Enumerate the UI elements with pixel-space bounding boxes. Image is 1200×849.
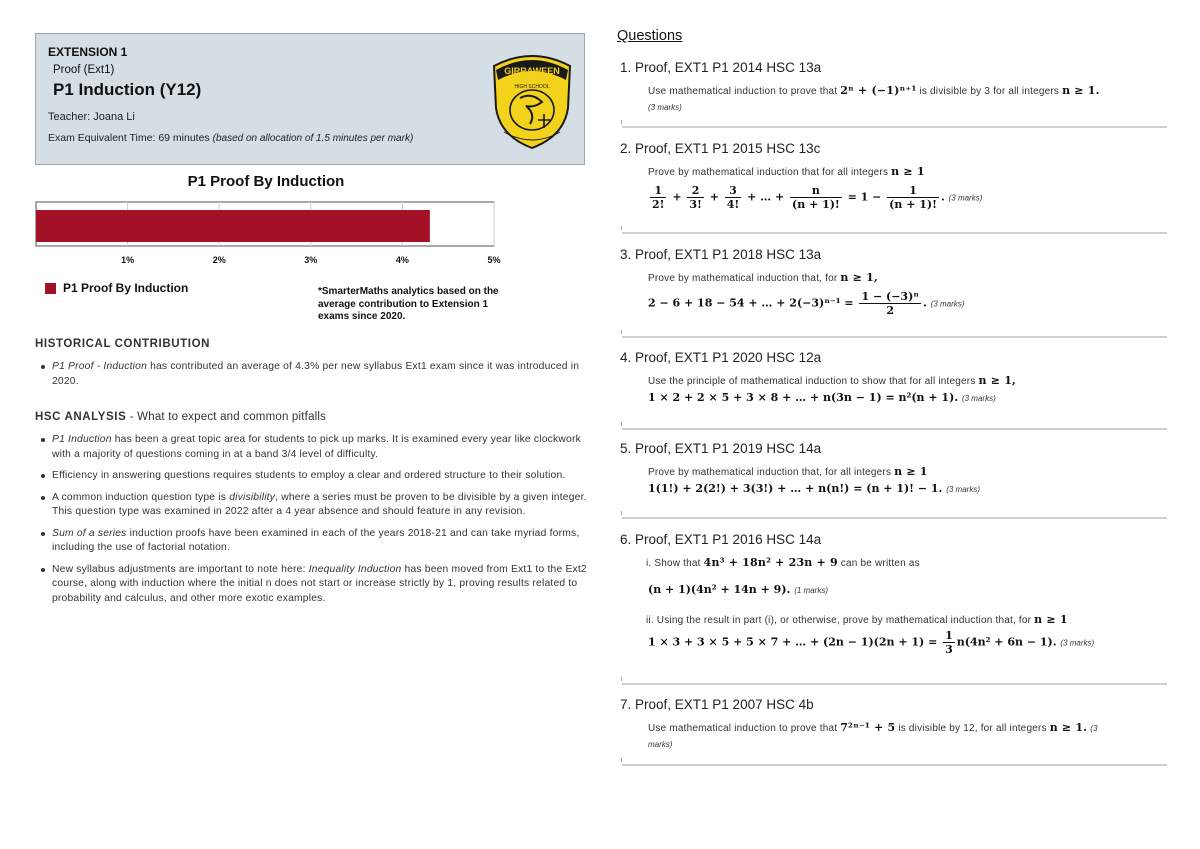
question-2 — [620, 141, 1168, 211]
logo-text: GIRRAWEEN — [504, 66, 560, 76]
x-tick-label: 4% — [395, 255, 409, 265]
question-title[interactable]: 3. Proof, EXT1 P1 2018 HSC 13a — [620, 247, 822, 262]
question-title[interactable]: 4. Proof, EXT1 P1 2020 HSC 12a — [620, 350, 822, 365]
question-title[interactable]: 7. Proof, EXT1 P1 2007 HSC 4b — [620, 697, 814, 712]
questions-heading[interactable]: Questions — [617, 28, 683, 44]
question-formula: 1 × 3 + 3 × 5 + 5 × 7 + … + (2n − 1)(2n + 1) = $\frac{1}{3}$ n(4n² + 6n − 1). (3 marks) — [648, 629, 1095, 656]
question-formula: 1 × 2 + 2 × 5 + 3 × 8 + … + n(3n − 1) = n²(n + 1). (3 marks) — [648, 391, 996, 404]
question-3 — [620, 247, 1168, 317]
question-7 — [620, 697, 1168, 752]
question-6 — [620, 532, 1168, 656]
school-crest-logo — [482, 48, 582, 152]
historical-heading: HISTORICAL CONTRIBUTION — [35, 338, 211, 350]
question-body: Use the principle of mathematical induction to show that for all integers n ≥ 1, — [648, 374, 1017, 387]
question-formula: (n + 1)(4n² + 14n + 9). (1 marks) — [648, 583, 828, 596]
x-tick-label: 5% — [487, 255, 501, 265]
chart-title: P1 Proof By Induction — [187, 173, 345, 190]
course-label: EXTENSION 1 — [48, 45, 128, 59]
analysis-list — [52, 433, 587, 613]
list-item: P1 Induction has been a great topic area for students to pick up marks. It is examined every year like clockwork with a majority of questions coming in at a band 3/4 level of difficulty. — [52, 433, 587, 462]
teacher-line — [48, 111, 135, 123]
question-1 — [620, 60, 1168, 115]
question-formula: $\frac{1}{2!}$ + $\frac{2}{3!}$ + $\frac{3}{4!}$ + … + $\frac{n}{(n + 1)!}$ = 1 − $\frac{1}{(n + 1)!}$ . (3 marks) — [652, 184, 983, 211]
historical-list — [52, 360, 587, 396]
analysis-heading: HSC ANALYSIS - What to expect and common pitfalls — [35, 411, 327, 423]
question-formula: 1(1!) + 2(2!) + 3(3!) + … + n(n!) = (n + 1)! − 1. (3 marks) — [648, 482, 980, 495]
question-body: Use mathematical induction to prove that 7²ⁿ⁻¹ + 5 is divisible by 12, for all integers n ≥ 1. (3 — [648, 721, 1098, 734]
question-marks: marks) — [648, 740, 673, 749]
list-item: Efficiency in answering questions requires students to employ a clear and ordered structure to their solution. — [52, 469, 587, 484]
list-item: Sum of a series induction proofs have been examined in each of the years 2018-21 and can take myriad forms, including the use of factorial notation. — [52, 527, 587, 556]
question-part-2: ii. Using the result in part (i), or otherwise, prove by mathematical induction that, for n ≥ 1 — [646, 613, 1068, 626]
question-body: Use mathematical induction to prove that 2ⁿ + (−1)ⁿ⁺¹ is divisible by 3 for all integers n ≥ 1. — [648, 84, 1100, 97]
exam-time-label: Exam Equivalent Time: — [48, 132, 156, 144]
question-divider — [622, 126, 1167, 128]
question-title[interactable]: 5. Proof, EXT1 P1 2019 HSC 14a — [620, 441, 822, 456]
legend-label: P1 Proof By Induction — [63, 281, 189, 295]
exam-time-note: (based on allocation of 1.5 minutes per mark) — [212, 133, 414, 144]
page-title: P1 Induction (Y12) — [53, 80, 202, 99]
analytics-footnote: *SmarterMaths analytics based on the average contribution to Extension 1 exams since 2020. — [318, 286, 499, 322]
question-4 — [620, 350, 1168, 404]
question-body: Prove by mathematical induction that, for n ≥ 1, — [648, 271, 878, 284]
x-tick-label: 1% — [121, 255, 135, 265]
topic-label: Proof (Ext1) — [53, 64, 115, 76]
question-part-1: i. Show that 4n³ + 18n² + 23n + 9 can be written as — [646, 556, 920, 569]
question-marks: (3 marks) — [648, 103, 682, 112]
list-item: P1 Proof - Induction has contributed an average of 4.3% per new syllabus Ext1 exam since it was introduced in 2020. — [52, 360, 587, 389]
contribution-bar-chart — [35, 200, 505, 272]
question-divider — [622, 232, 1167, 234]
exam-time-line — [48, 132, 413, 144]
question-title[interactable]: 1. Proof, EXT1 P1 2014 HSC 13a — [620, 60, 822, 75]
question-divider — [622, 428, 1167, 430]
question-title[interactable]: 2. Proof, EXT1 P1 2015 HSC 13c — [620, 141, 821, 156]
question-divider — [622, 764, 1167, 766]
teacher-label: Teacher: — [48, 111, 91, 123]
question-5 — [620, 441, 1168, 495]
question-divider — [622, 517, 1167, 519]
topic-header-box — [35, 33, 585, 165]
x-tick-label: 3% — [304, 255, 318, 265]
legend-swatch — [45, 283, 56, 294]
question-title[interactable]: 6. Proof, EXT1 P1 2016 HSC 14a — [620, 532, 822, 547]
logo-subtext: HIGH SCHOOL — [514, 84, 550, 90]
question-body: Prove by mathematical induction that for all integers n ≥ 1 — [648, 165, 925, 178]
list-item: New syllabus adjustments are important to note here: Inequality Induction has been moved from Ext1 to the Ext2 course, along with induction where the initial n does not start or increase strictly by 1, proving results related to probability and calculus, and other more exotic examples. — [52, 563, 587, 607]
teacher-name: Joana Li — [93, 111, 135, 123]
exam-time-value: 69 minutes — [158, 132, 210, 144]
question-formula: 2 − 6 + 18 − 54 + … + 2(−3)ⁿ⁻¹ = $\frac{\text{1 − (−3)ⁿ}}{2}$ . (3 marks) — [648, 290, 965, 317]
chart-legend — [45, 281, 188, 295]
x-tick-label: 2% — [212, 255, 226, 265]
question-body: Prove by mathematical induction that, for all integers n ≥ 1 — [648, 465, 928, 478]
bar — [36, 210, 430, 242]
question-divider — [622, 683, 1167, 685]
list-item: A common induction question type is divisibility, where a series must be proven to be divisible by a given integer. This question type was examined in 2022 after a 4 year absence and should feature in any revision. — [52, 491, 587, 520]
question-divider — [622, 336, 1167, 338]
